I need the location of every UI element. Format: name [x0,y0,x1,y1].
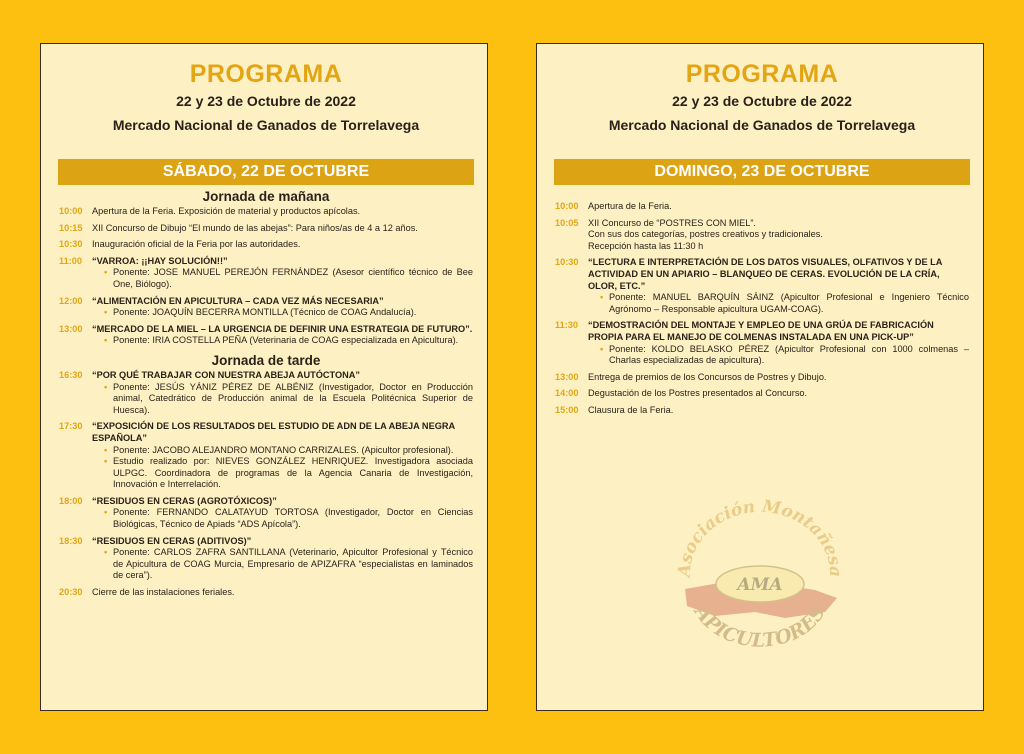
schedule-item [59,421,473,491]
schedule-item [59,370,473,416]
item-body [588,201,969,213]
schedule-item [555,257,969,315]
talk-title: “ALIMENTACIÓN EN APICULTURA – CADA VEZ MÁS NECESARIA” [92,295,384,306]
speaker-text: Estudio realizado por: NIEVES GONZÁLEZ HENRIQUEZ. Investigadora asociada ULPGC. Coordinadora de programas de la Agencia Canaria de Investigación, Innovación e Interrelación. [113,456,473,490]
talk-title: “DEMOSTRACIÓN DEL MONTAJE Y EMPLEO DE UNA GRÚA DE FABRICACIÓN PROPIA PARA EL MANEJO DE COLMENAS INSTALADA EN UNA PICK-UP” [588,320,934,342]
item-time: 11:30 [555,320,578,331]
talk-title: “RESIDUOS EN CERAS (AGROTÓXICOS)” [92,495,277,506]
item-time: 14:00 [555,388,579,399]
schedule-item [555,388,969,400]
speaker-text: Ponente: JESÚS YÁNIZ PÉREZ DE ALBÉNIZ (Investigador, Doctor en Producción animal, Catedrático de Producción animal de la Escuela Politécnica Superior de Huesca). [113,381,473,415]
schedule-item [59,587,473,599]
item-time: 18:30 [59,535,83,546]
event-place: Mercado Nacional de Ganados de Torrelavega [608,117,916,133]
day-header: SÁBADO, 22 DE OCTUBRE [58,159,474,185]
item-description: Degustación de los Postres presentados al Concurso. [588,388,808,399]
sunday-panel [536,43,984,711]
speaker-text: Ponente: IRIA COSTELLA PEÑA (Veterinaria de COAG especializada en Apicultura). [113,335,459,346]
afternoon-session-title: Jornada de tarde [211,352,321,368]
speaker-text: Ponente: JOAQUÍN BECERRA MONTILLA (Técnico de COAG Andalucía). [113,307,417,318]
item-time: 17:30 [59,421,83,432]
speaker-text: Ponente: JOSE MANUEL PEREJÓN FERNÁNDEZ (Asesor científico técnico de Bee One, Biólogo). [113,267,473,289]
item-body [92,370,473,416]
speaker-entry [92,507,473,530]
speaker-entry [92,382,473,417]
schedule-item [555,405,969,417]
item-time: 12:00 [59,295,83,306]
schedule-item [555,372,969,384]
speaker-text: Ponente: FERNANDO CALATAYUD TORTOSA (Investigador, Doctor en Ciencias Biológicas, Técnico de Apiads “ADS Apícola”). [113,507,473,530]
item-description: Entrega de premios de los Concursos de Postres y Dibujo. [588,371,827,382]
item-body [588,388,969,400]
item-body [92,239,473,251]
schedule-item [59,496,473,531]
bullet-icon: • [104,335,108,346]
item-line: Con sus dos categorías, postres creativos y tradicionales. [588,229,823,240]
speaker-entry [588,292,969,315]
item-body [92,421,473,491]
afternoon-schedule [59,370,473,599]
item-line: Recepción hasta las 11:30 h [588,240,704,251]
schedule-item [59,256,473,291]
speaker-text: Ponente: KOLDO BELASKO PÉREZ (Apicultor Profesional con 1000 colmenas – Charlas especializadas de apicultura). [609,343,969,366]
program-title: PROGRAMA [685,60,839,88]
item-body [92,536,473,582]
schedule-item [59,324,473,347]
talk-title: “MERCADO DE LA MIEL – LA URGENCIA DE DEFINIR UNA ESTRATEGIA DE FUTURO”. [92,323,473,334]
speaker-entry [92,335,473,347]
bullet-icon: • [104,444,108,455]
event-date: 22 y 23 de Octubre de 2022 [176,93,356,109]
speaker-text: Ponente: JACOBO ALEJANDRO MONTANO CARRIZALES. (Apicultor profesional). [113,444,454,455]
item-description: XII Concurso de Dibujo “El mundo de las abejas”: Para niños/as de 4 a 12 años. [92,222,418,233]
item-time: 11:00 [59,255,82,266]
item-body [92,296,473,319]
logo-top-text: Asociación Montañesa [674,496,846,578]
saturday-panel [40,43,488,711]
schedule-item [59,296,473,319]
item-time: 15:00 [555,404,579,415]
association-logo [665,494,855,674]
item-body [588,405,969,417]
talk-title: “LECTURA E INTERPRETACIÓN DE LOS DATOS VISUALES, OLFATIVOS Y DE LA ACTIVIDAD EN UN APIARIO – BLANQUEO DE CERAS. EVOLUCIÓN DE LA CRÍA, OLOR, ETC.” [588,257,943,291]
item-body [92,587,473,599]
schedule-item [59,206,473,218]
bullet-icon: • [104,307,108,318]
bullet-icon: • [104,267,108,278]
item-description: Apertura de la Feria. Exposición de material y productos apícolas. [92,206,361,216]
day-header: DOMINGO, 23 DE OCTUBRE [554,159,970,185]
item-time: 10:15 [59,222,83,233]
item-body [588,320,969,366]
logo-initials: AMA [737,575,783,595]
speaker-entry [92,456,473,491]
morning-schedule [59,206,473,347]
talk-title: “POR QUÉ TRABAJAR CON NUESTRA ABEJA AUTÓCTONA” [92,369,360,380]
talk-title: “VARROA: ¡¡HAY SOLUCIÓN!!” [92,255,228,266]
item-time: 13:00 [555,371,579,382]
item-time: 10:30 [555,257,579,268]
sunday-schedule [555,201,969,417]
item-description: Apertura de la Feria. [588,201,672,211]
item-description: Inauguración oficial de la Feria por las autoridades. [92,239,301,250]
bullet-icon: • [104,507,108,518]
item-body [588,372,969,384]
speaker-entry [92,547,473,582]
schedule-item [555,218,969,253]
speaker-entry [588,344,969,367]
item-time: 10:30 [59,239,83,250]
item-description: Clausura de la Feria. [588,404,674,415]
morning-session-title: Jornada de mañana [202,189,330,204]
schedule-item [59,536,473,582]
item-body [92,496,473,531]
speaker-entry [92,445,473,457]
bullet-icon: • [104,547,108,558]
item-body [92,206,473,218]
item-body [92,256,473,291]
schedule-item [59,239,473,251]
bullet-icon: • [600,292,604,303]
speaker-entry [92,307,473,319]
bullet-icon: • [104,456,108,467]
item-body [588,257,969,315]
bullet-icon: • [104,381,108,392]
item-time: 18:00 [59,495,83,506]
talk-title: “RESIDUOS EN CERAS (ADITIVOS)” [92,535,252,546]
speaker-text: Ponente: CARLOS ZAFRA SANTILLANA (Veterinario, Apicultor Profesional y Técnico de Apicultura de COAG Murcia, Empresario de APIZAFRA “especialistas en laminados de cera”). [113,547,473,581]
logo-bottom-text: APICULTORES [690,601,830,652]
schedule-item [555,320,969,366]
talk-title: “EXPOSICIÓN DE LOS RESULTADOS DEL ESTUDIO DE ADN DE LA ABEJA NEGRA ESPAÑOLA” [92,421,455,443]
speaker-entry [92,267,473,290]
item-body [588,218,969,253]
schedule-item [59,223,473,235]
item-line: XII Concurso de “POSTRES CON MIEL”. [588,217,756,228]
item-body [92,324,473,347]
item-time: 10:00 [59,206,83,216]
event-date: 22 y 23 de Octubre de 2022 [672,93,852,109]
item-time: 20:30 [59,587,83,598]
item-description: Cierre de las instalaciones feriales. [92,587,235,598]
event-place: Mercado Nacional de Ganados de Torrelavega [112,117,420,133]
item-time: 10:00 [555,201,579,211]
schedule-item [555,201,969,213]
bullet-icon: • [600,343,604,354]
item-time: 16:30 [59,369,83,380]
item-time: 10:05 [555,217,579,228]
program-title: PROGRAMA [189,60,343,88]
item-time: 13:00 [59,323,83,334]
speaker-text: Ponente: MANUEL BARQUÍN SÁINZ (Apicultor Profesional e Ingeniero Técnico Agrónomo – Responsable apicultura UGAM-COAG). [609,292,969,314]
item-body [92,223,473,235]
